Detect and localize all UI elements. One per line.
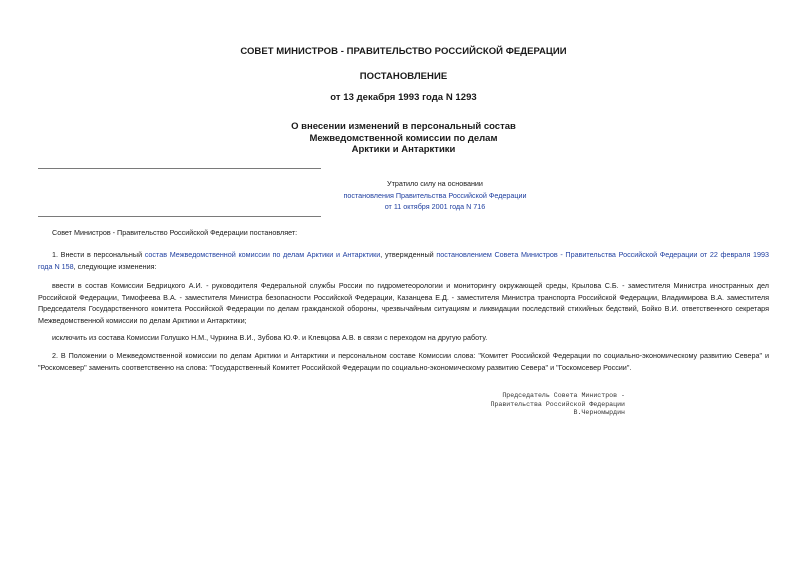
- document-type: ПОСТАНОВЛЕНИЕ: [359, 71, 448, 82]
- status-text: Утратило силу на основании: [387, 179, 483, 188]
- paragraph-remove-members: [38, 332, 769, 344]
- repeal-decree-link[interactable]: постановления Правительства Российской Федерации: [343, 190, 527, 200]
- paragraph-2: [38, 350, 769, 373]
- signature-title-line-2: Правительства Российской Федерации: [490, 400, 625, 408]
- preamble-paragraph: [38, 227, 769, 239]
- commission-composition-link[interactable]: состав Межведомственной комиссии по делам Арктики и Антарктики: [144, 250, 381, 259]
- signatory-name: В.Черномырдин: [573, 409, 625, 416]
- preamble-text: Совет Министров - Правительство Российской Федерации постановляет:: [52, 228, 298, 237]
- document-subject: [0, 121, 807, 156]
- repeal-decree-date-link[interactable]: от 11 октября 2001 года N 716: [384, 202, 486, 211]
- document-date-number: от 13 декабря 1993 года N 1293: [330, 92, 477, 103]
- paragraph-2-text: 2. В Положении о Межведомственной комиссии по делам Арктики и Антарктики и персональном составе Комиссии слова: "Комитет Российской Федерации по социально-экономическому развитию Севера" и "Роскомсевер" заменить соответственно на слова: "Государственный Комитет Российской Федерации по социально-экономическому развитию Севера" и "Госкомсевер России".: [38, 351, 769, 372]
- issuing-authority: СОВЕТ МИНИСТРОВ - ПРАВИТЕЛЬСТВО РОССИЙСКОЙ ФЕДЕРАЦИИ: [240, 46, 567, 57]
- subject-line: Арктики и Антарктики: [351, 144, 456, 155]
- add-members-text: ввести в состав Комиссии Бедрицкого А.И. - руководителя Федеральной службы России по гидрометеорологии и мониторингу окружающей среды, Крылова С.Б. - заместителя Министра иностранных дел Российской Федерации, Тимофеева В.А. - заместителя Министра безопасности Российской Федерации, Казанцева Е.Д. - заместителя Министра транспорта Российской Федерации, Владимирова В.А. заместителя Председателя Государственного комитета Российской Федерации по делам гражданской обороны, чрезвычайным ситуациям и ликвидации последствий стихийных бедствий, Бойко В.И. ответственного секретаря Межведомственной комиссии по делам Арктики и Антарктики;: [38, 281, 769, 325]
- remove-members-text: исключить из состава Комиссии Голушко Н.М., Чуркина В.И., Зубова Ю.Ф. и Клевцова А.В. в связи с переходом на другую работу.: [52, 333, 488, 342]
- divider-bottom: [38, 216, 321, 217]
- signature-block: [430, 392, 625, 418]
- paragraph-1-text-a: 1. Внести в персональный: [52, 250, 145, 259]
- paragraph-1-text-c: , следующие изменения:: [73, 261, 157, 271]
- paragraph-1: [38, 249, 769, 272]
- decree-158-link[interactable]: постановлением Совета Министров - Правительства Российской Федерации от 22 февраля 1993 года N 158: [38, 250, 769, 271]
- status-note: [310, 178, 560, 213]
- paragraph-1-text-b: , утвержденный: [380, 250, 437, 259]
- subject-line: Межведомственной комиссии по делам: [309, 132, 498, 144]
- paragraph-add-members: [38, 280, 769, 326]
- signature-title-line-1: Председатель Совета Министров -: [502, 392, 625, 399]
- divider-top: [38, 168, 321, 169]
- subject-line: О внесении изменений в персональный состав: [291, 121, 516, 132]
